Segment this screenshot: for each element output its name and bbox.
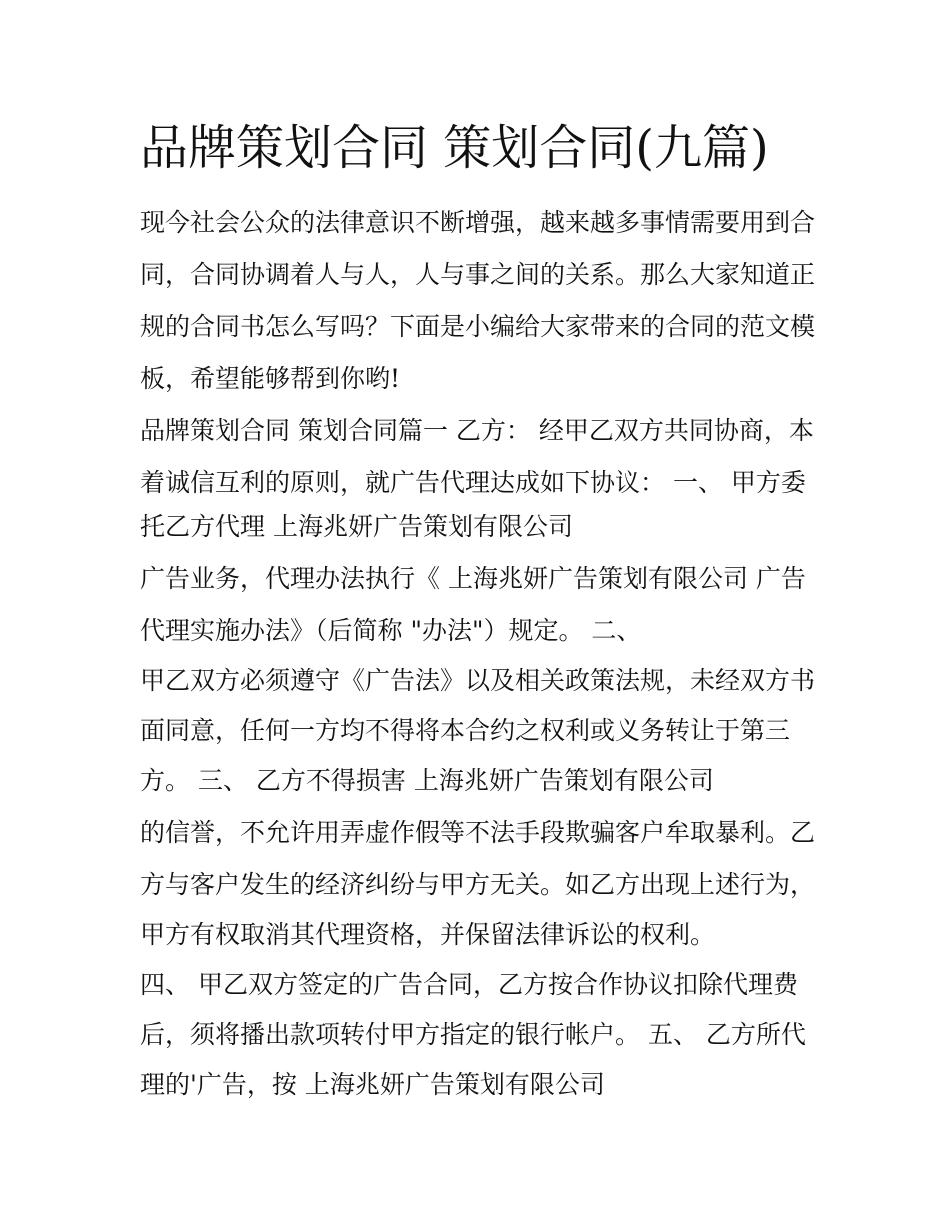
text-line: 板，希望能够帮到你哟! <box>140 364 401 393</box>
text-line: 甲乙双方必须遵守《广告法》以及相关政策法规，未经双方书 <box>140 666 816 695</box>
text-line: 甲方有权取消其代理资格，并保留法律诉讼的权利。 <box>140 920 716 949</box>
text-line: 着诚信互利的原则，就广告代理达成如下协议： 一、 甲方委 <box>140 468 806 497</box>
text-line: 后，须将播出款项转付甲方指定的银行帐户。 五、 乙方所代 <box>140 1020 806 1049</box>
text-line: 方与客户发生的经济纠纷与甲方无关。如乙方出现上述行为， <box>140 870 816 899</box>
text-line: 广告业务，代理办法执行《 上海兆妍广告策划有限公司 广告 <box>140 564 806 593</box>
text-line: 规的合同书怎么写吗？下面是小编给大家带来的合同的范文模 <box>140 312 816 341</box>
text-line: 代理实施办法》（后简称 "办法"）规定。 二、 <box>140 616 642 645</box>
text-line: 品牌策划合同 策划合同篇一 乙方： 经甲乙双方共同协商，本 <box>140 416 814 445</box>
text-line: 托乙方代理 上海兆妍广告策划有限公司 <box>140 512 573 541</box>
text-line: 现今社会公众的法律意识不断增强，越来越多事情需要用到合 <box>140 208 816 237</box>
text-line: 面同意，任何一方均不得将本合约之权利或义务转让于第三 <box>140 716 791 745</box>
text-line: 的信誉，不允许用弄虚作假等不法手段欺骗客户牟取暴利。乙 <box>140 818 816 847</box>
text-line: 同，合同协调着人与人，人与事之间的关系。那么大家知道正 <box>140 260 816 289</box>
text-line: 方。 三、 乙方不得损害 上海兆妍广告策划有限公司 <box>140 766 714 795</box>
text-line: 四、 甲乙双方签定的广告合同，乙方按合作协议扣除代理费 <box>140 970 798 999</box>
text-line: 理的'广告，按 上海兆妍广告策划有限公司 <box>140 1070 605 1099</box>
document-title: 品牌策划合同 策划合同(九篇) <box>140 120 769 176</box>
